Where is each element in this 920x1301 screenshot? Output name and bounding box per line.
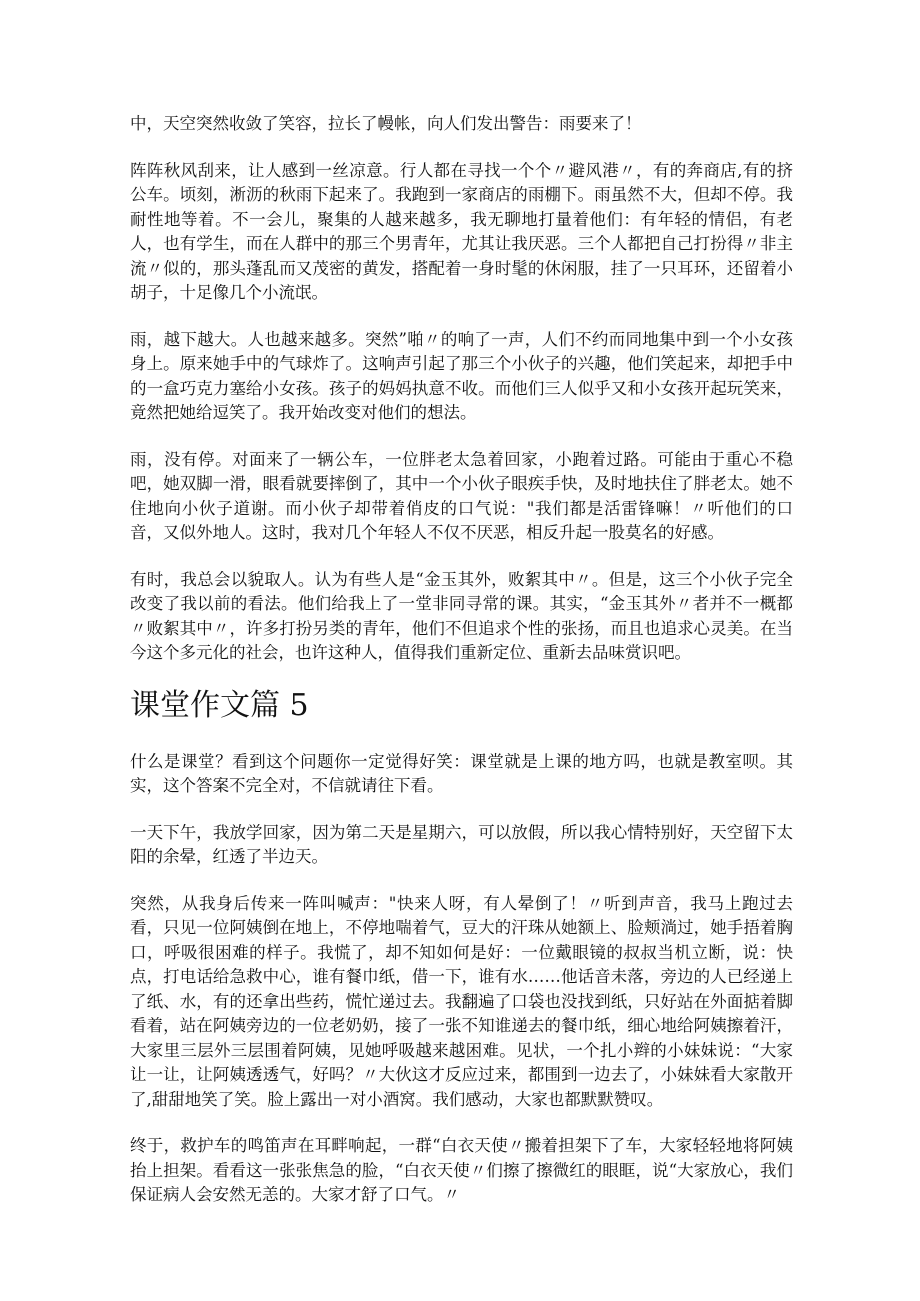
paragraph: 突然，从我身后传来一阵叫喊声："快来人呀，有人晕倒了！〃听到声音，我马上跑过去看，只见一位阿姨倒在地上，不停地喘着气，豆大的汗珠从她额上、脸颊淌过，她手捂着胸口，呼吸很困难的样子。我慌了，却不知如何是好：一位戴眼镜的叔叔当机立断，说：快点，打电话给急救中心，谁有餐巾纸，借一下，谁有水……他话音未落，旁边的人已经递上了纸、水，有的还拿出些药，慌忙递过去。我翻遍了口袋也没找到纸，只好站在外面掂着脚看着，站在阿姨旁边的一位老奶奶，接了一张不知谁递去的餐巾纸，细心地给阿姨擦着汗，大家里三层外三层围着阿姨，见她呼吸越来越困难。见状，一个扎小辫的小妹妹说：“大家让一让，让阿姨透透气，好吗？〃大伙这才反应过来，都围到一边去了，小妹妹看大家散开了,甜甜地笑了笑。脸上露出一对小酒窝。我们感动，大家也都默默赞叹。	[130, 893, 793, 1109]
paragraph: 什么是课堂？看到这个问题你一定觉得好笑：课堂就是上课的地方吗，也就是教室呗。其实，这个答案不完全对，不信就请往下看。	[130, 751, 793, 795]
paragraph: 终于，救护车的鸣笛声在耳畔响起，一群“白衣天使〃搬着担架下了车，大家轻轻地将阿姨抬上担架。看看这一张张焦急的脸，“白衣天使〃们擦了擦微红的眼眶，说“大家放心，我们保证病人会安然无恙的。大家才舒了口气。〃	[130, 1136, 793, 1204]
paragraph: 雨，没有停。对面来了一辆公车，一位胖老太急着回家，小跑着过路。可能由于重心不稳吧，她双脚一滑，眼看就要摔倒了，其中一个小伙子眼疾手快，及时地扶住了胖老太。她不住地向小伙子道谢。而小伙子却带着俏皮的口气说："我们都是活雷锋嘛！〃听他们的口音，又似外地人。这时，我对几个年轻人不仅不厌恶，相反升起一股莫名的好感。	[130, 449, 793, 542]
paragraph: 雨，越下越大。人也越来越多。突然”啪〃的响了一声，人们不约而同地集中到一个小女孩身上。原来她手中的气球炸了。这响声引起了那三个小伙子的兴趣，他们笑起来，却把手中的一盒巧克力塞给小女孩。孩子的妈妈执意不收。而他们三人似乎又和小女孩开起玩笑来，竟然把她给逗笑了。我开始改变对他们的想法。	[130, 329, 793, 422]
paragraph: 中，天空突然收敛了笑容，拉长了幔帐，向人们发出警告：雨要来了！	[130, 114, 642, 133]
paragraph: 有时，我总会以貌取人。认为有些人是“金玉其外，败絮其中〃。但是，这三个小伙子完全改变了我以前的看法。他们给我上了一堂非同寻常的课。其实，“金玉其外〃者并不一概都〃败絮其中〃，许多打扮另类的青年，他们不但追求个性的张扬，而且也追求心灵美。在当今这个多元化的社会，也许这种人，值得我们重新定位、重新去品味赏识吧。	[130, 569, 793, 662]
document-page	[130, 112, 793, 1230]
section-heading: 课堂作文篇 5	[130, 687, 309, 723]
paragraph: 一天下午，我放学回家，因为第二天是星期六，可以放假，所以我心情特别好，天空留下太阳的余晕，红透了半边天。	[130, 822, 793, 866]
paragraph: 阵阵秋风刮来，让人感到一丝凉意。行人都在寻找一个个〃避风港〃，有的奔商店,有的挤公车。顷刻，淅沥的秋雨下起来了。我跑到一家商店的雨棚下。雨虽然不大，但却不停。我耐性地等着。不一会儿，聚集的人越来越多，我无聊地打量着他们：有年轻的情侣，有老人，也有学生，而在人群中的那三个男青年，尤其让我厌恶。三个人都把自己打扮得〃非主流〃似的，那头蓬乱而又茂密的黄发，搭配着一身时髦的休闲服，挂了一只耳环，还留着小胡子，十足像几个小流氓。	[130, 160, 793, 302]
